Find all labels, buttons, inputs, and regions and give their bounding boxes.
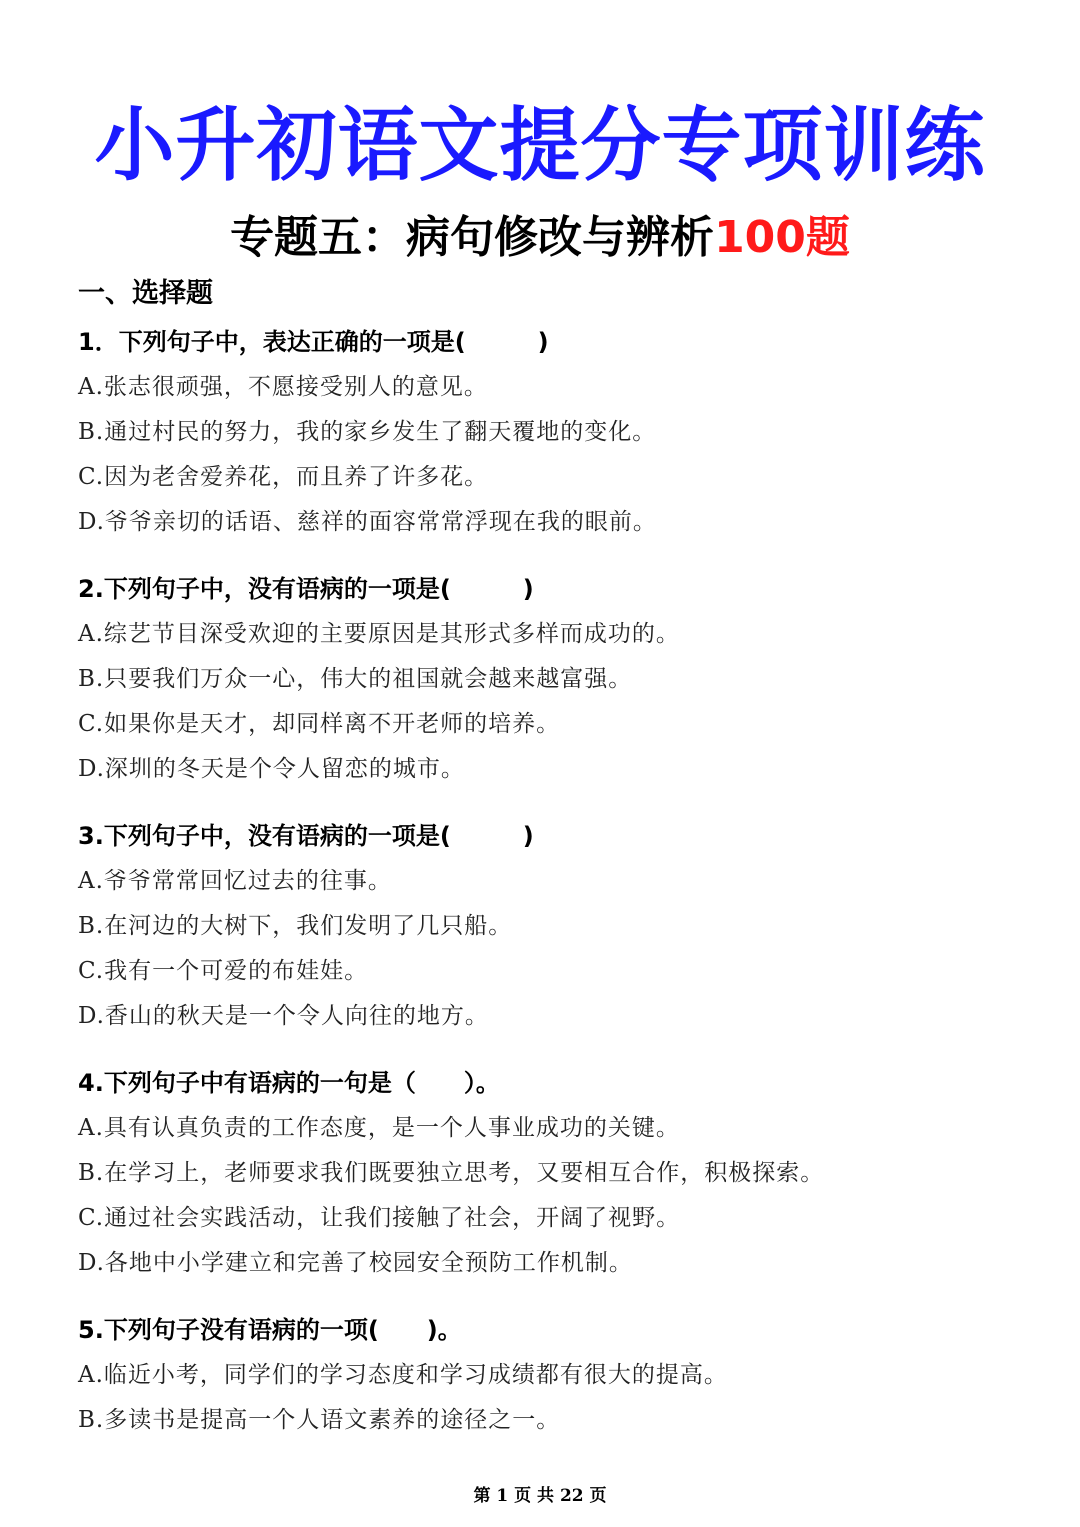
option-b: B.只要我们万众一心，伟大的祖国就会越来越富强。	[78, 666, 633, 692]
option-b: B.在河边的大树下，我们发明了几只船。	[78, 913, 513, 939]
option-a: A.张志很顽强，不愿接受别人的意见。	[78, 374, 488, 400]
question-stem: 3.下列句子中，没有语病的一项是( )	[78, 822, 534, 850]
question-1	[78, 320, 1038, 545]
option-b: B.通过村民的努力，我的家乡发生了翻天覆地的变化。	[78, 419, 657, 445]
option-c: C.我有一个可爱的布娃娃。	[78, 958, 369, 984]
subtitle-count: 100题	[714, 212, 850, 263]
question-list	[78, 320, 1038, 1465]
question-stem: 1．下列句子中，表达正确的一项是( )	[78, 328, 549, 356]
question-3	[78, 814, 1038, 1039]
option-d: D.深圳的冬天是个令人留恋的城市。	[78, 756, 465, 782]
subtitle	[0, 208, 1080, 268]
option-c: C.如果你是天才，却同样离不开老师的培养。	[78, 711, 561, 737]
option-b: B.多读书是提高一个人语文素养的途径之一。	[78, 1407, 561, 1433]
page-number: 第 1 页 共 22 页	[473, 1486, 607, 1506]
question-2	[78, 567, 1038, 792]
option-a: A.临近小考，同学们的学习态度和学习成绩都有很大的提高。	[78, 1362, 728, 1388]
option-c: C.因为老舍爱养花，而且养了许多花。	[78, 464, 489, 490]
subtitle-topic: 专题五：病句修改与辨析	[230, 212, 715, 263]
question-4	[78, 1061, 1038, 1286]
option-a: A.具有认真负责的工作态度，是一个人事业成功的关键。	[78, 1115, 680, 1141]
option-a: A.爷爷常常回忆过去的往事。	[78, 868, 392, 894]
section-heading: 一、选择题	[78, 278, 213, 309]
option-d: D.爷爷亲切的话语、慈祥的面容常常浮现在我的眼前。	[78, 509, 657, 535]
option-d: D.各地中小学建立和完善了校园安全预防工作机制。	[78, 1250, 633, 1276]
option-a: A.综艺节目深受欢迎的主要原因是其形式多样而成功的。	[78, 621, 680, 647]
main-title: 小升初语文提分专项训练	[94, 99, 986, 192]
option-c: C.通过社会实践活动，让我们接触了社会，开阔了视野。	[78, 1205, 681, 1231]
question-stem: 2.下列句子中，没有语病的一项是( )	[78, 575, 534, 603]
option-b: B.在学习上，老师要求我们既要独立思考，又要相互合作，积极探索。	[78, 1160, 825, 1186]
question-5	[78, 1308, 1038, 1443]
question-stem: 5.下列句子没有语病的一项( )。	[78, 1316, 462, 1344]
option-d: D.香山的秋天是一个令人向往的地方。	[78, 1003, 489, 1029]
question-stem: 4.下列句子中有语病的一句是（ ）。	[78, 1069, 500, 1097]
